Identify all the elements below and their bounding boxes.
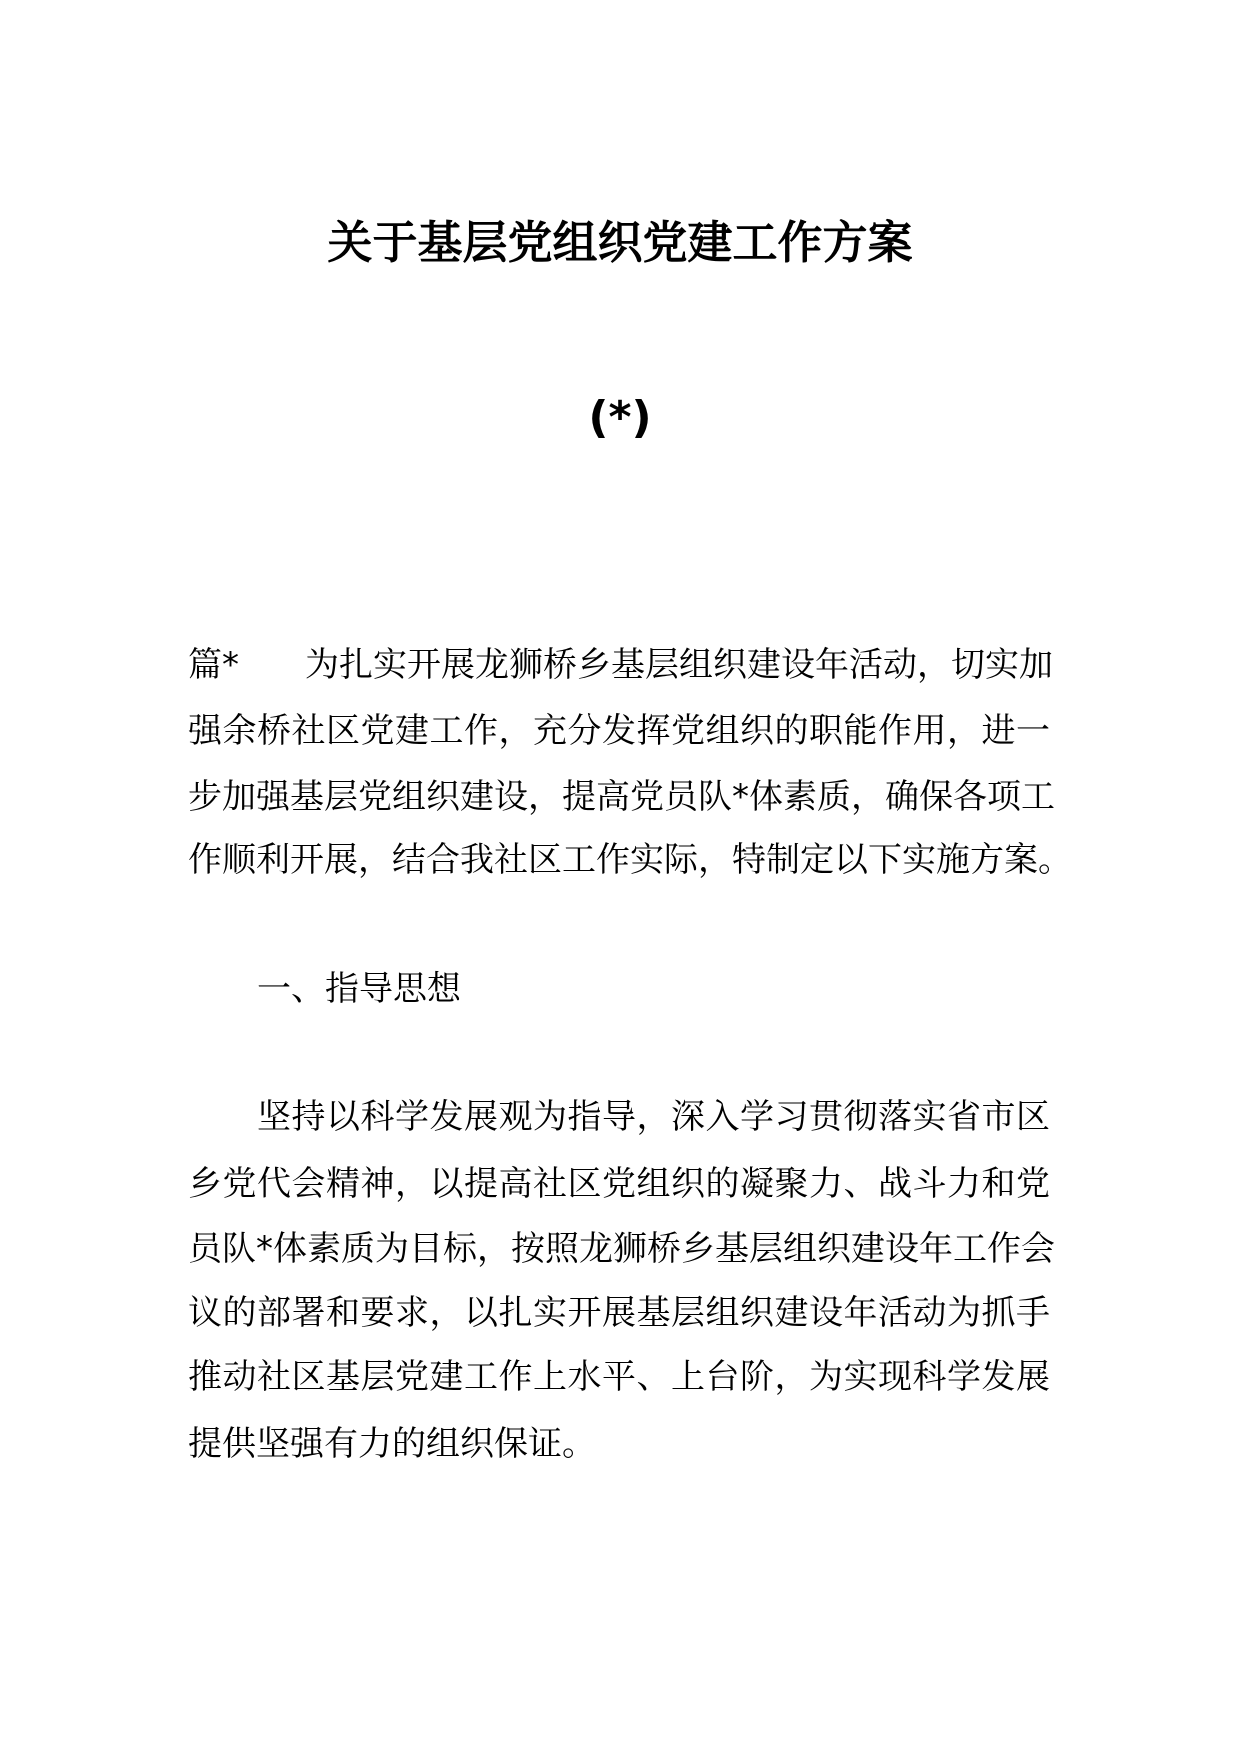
paragraph-line: 议的部署和要求，以扎实开展基层组织建设年活动为抓手 — [188, 1293, 1050, 1333]
section-heading: 一、指导思想 — [257, 969, 461, 1009]
paragraph-line: 推动社区基层党建工作上水平、上台阶，为实现科学发展 — [188, 1357, 1050, 1397]
document-title: 关于基层党组织党建工作方案 — [327, 216, 913, 269]
document-subtitle: (*) — [588, 392, 652, 443]
intro-line: 步加强基层党组织建设，提高党员队*体素质，确保各项工 — [188, 777, 1055, 817]
intro-line: 强余桥社区党建工作，充分发挥党组织的职能作用，进一 — [188, 711, 1050, 751]
intro-lead: 篇* — [188, 645, 239, 685]
intro-line: 作顺利开展，结合我社区工作实际，特制定以下实施方案。 — [188, 840, 1072, 880]
paragraph-line: 员队*体素质为目标，按照龙狮桥乡基层组织建设年工作会 — [188, 1229, 1055, 1269]
paragraph-line: 乡党代会精神，以提高社区党组织的凝聚力、战斗力和党 — [188, 1164, 1050, 1204]
paragraph-line: 提供坚强有力的组织保证。 — [188, 1424, 596, 1464]
paragraph-line: 坚持以科学发展观为指导，深入学习贯彻落实省市区 — [257, 1097, 1050, 1137]
intro-line: 为扎实开展龙狮桥乡基层组织建设年活动，切实加 — [305, 645, 1053, 685]
